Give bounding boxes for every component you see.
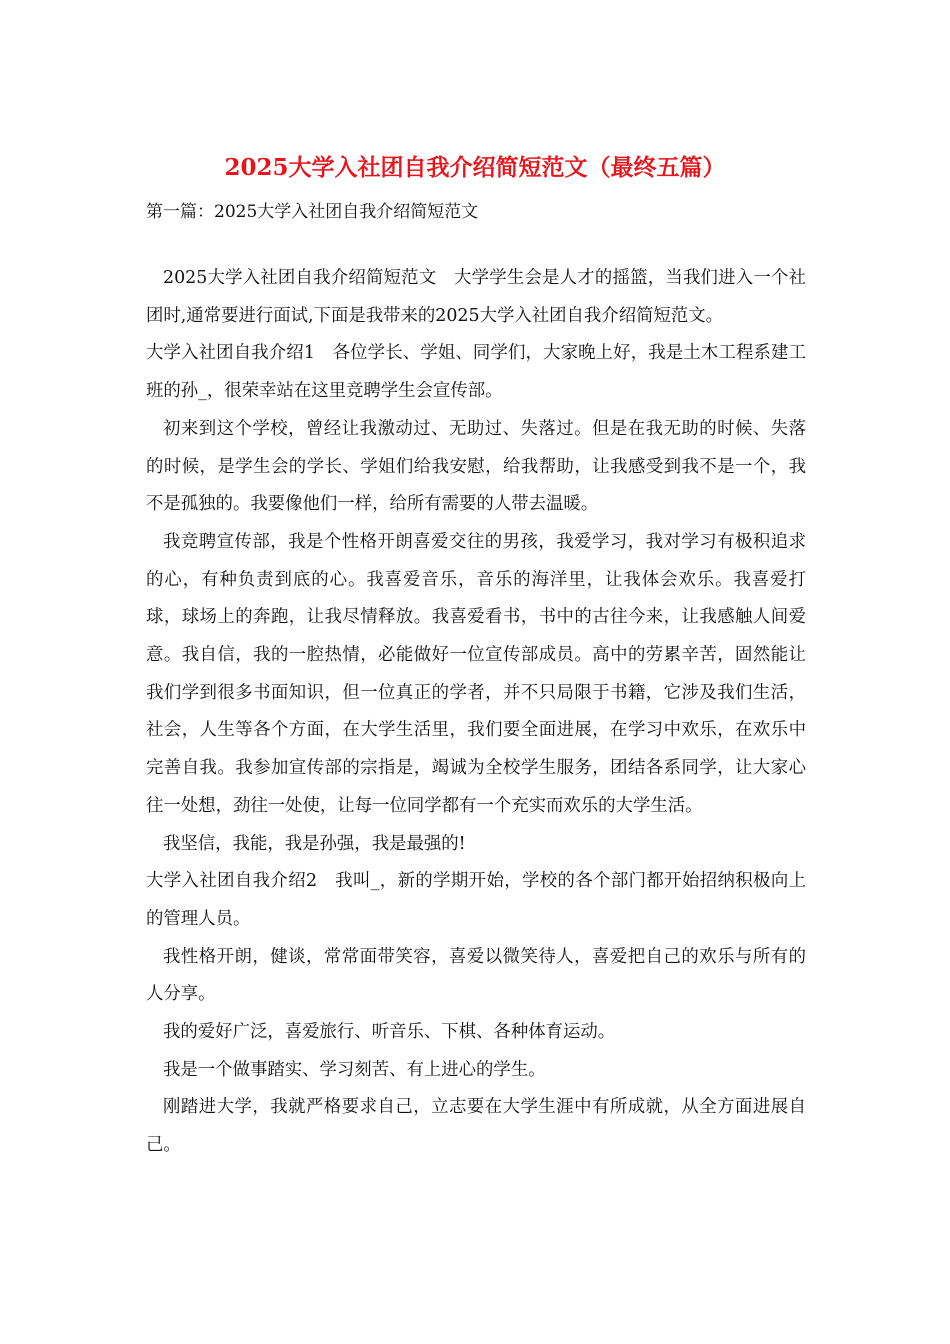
document-title: 2025大学入社团自我介绍简短范文（最终五篇） bbox=[224, 154, 726, 181]
paragraph: 我竞聘宣传部，我是个性格开朗喜爱交往的男孩，我爱学习，我对学习有极积追求的心，有种负责到底的心。我喜爱音乐，音乐的海洋里，让我体会欢乐。我喜爱打球，球场上的奔跑，让我尽情释放。我喜爱看书，书中的古往今来，让我感触人间爱意。我自信，我的一腔热情，必能做好一位宣传部成员。高中的劳累辛苦，固然能让我们学到很多书面知识，但一位真正的学者，并不只局限于书籍，它涉及我们生活，社会，人生等各个方面，在大学生活里，我们要全面进展，在学习中欢乐，在欢乐中完善自我。我参加宣传部的宗指是，竭诚为全校学生服务，团结各系同学，让大家心往一处想，劲往一处使，让每一位同学都有一个充实而欢乐的大学生活。 bbox=[146, 531, 806, 816]
paragraph: 2025大学入社团自我介绍简短范文 大学学生会是人才的摇篮，当我们进入一个社团时,通常要进行面试,下面是我带来的2025大学入社团自我介绍简短范文。 bbox=[146, 268, 806, 326]
paragraph: 刚踏进大学，我就严格要求自己，立志要在大学生涯中有所成就，从全方面进展自己。 bbox=[146, 1097, 806, 1156]
paragraph: 我性格开朗，健谈，常常面带笑容，喜爱以微笑待人，喜爱把自己的欢乐与所有的人分享。 bbox=[146, 946, 806, 1005]
paragraph: 我的爱好广泛，喜爱旅行、听音乐、下棋、各种体育运动。 bbox=[163, 1022, 616, 1043]
document-body bbox=[146, 260, 806, 1165]
paragraph: 大学入社团自我介绍1 各位学长、学姐、同学们，大家晚上好，我是土木工程系建工班的孙_，很荣幸站在这里竞聘学生会宣传部。 bbox=[146, 343, 806, 402]
paragraph: 我坚信，我能，我是孙强，我是最强的! bbox=[163, 833, 466, 854]
paragraph: 初来到这个学校，曾经让我激动过、无助过、失落过。但是在我无助的时候、失落的时候，是学生会的学长、学姐们给我安慰，给我帮助，让我感受到我不是一个，我不是孤独的。我要像他们一样，给所有需要的人带去温暖。 bbox=[146, 418, 806, 515]
section-heading: 第一篇：2025大学入社团自我介绍简短范文 bbox=[146, 202, 479, 222]
paragraph: 我是一个做事踏实、学习刻苦、有上进心的学生。 bbox=[163, 1059, 546, 1080]
paragraph: 大学入社团自我介绍2 我叫_，新的学期开始，学校的各个部门都开始招纳积极向上的管理人员。 bbox=[146, 871, 806, 929]
